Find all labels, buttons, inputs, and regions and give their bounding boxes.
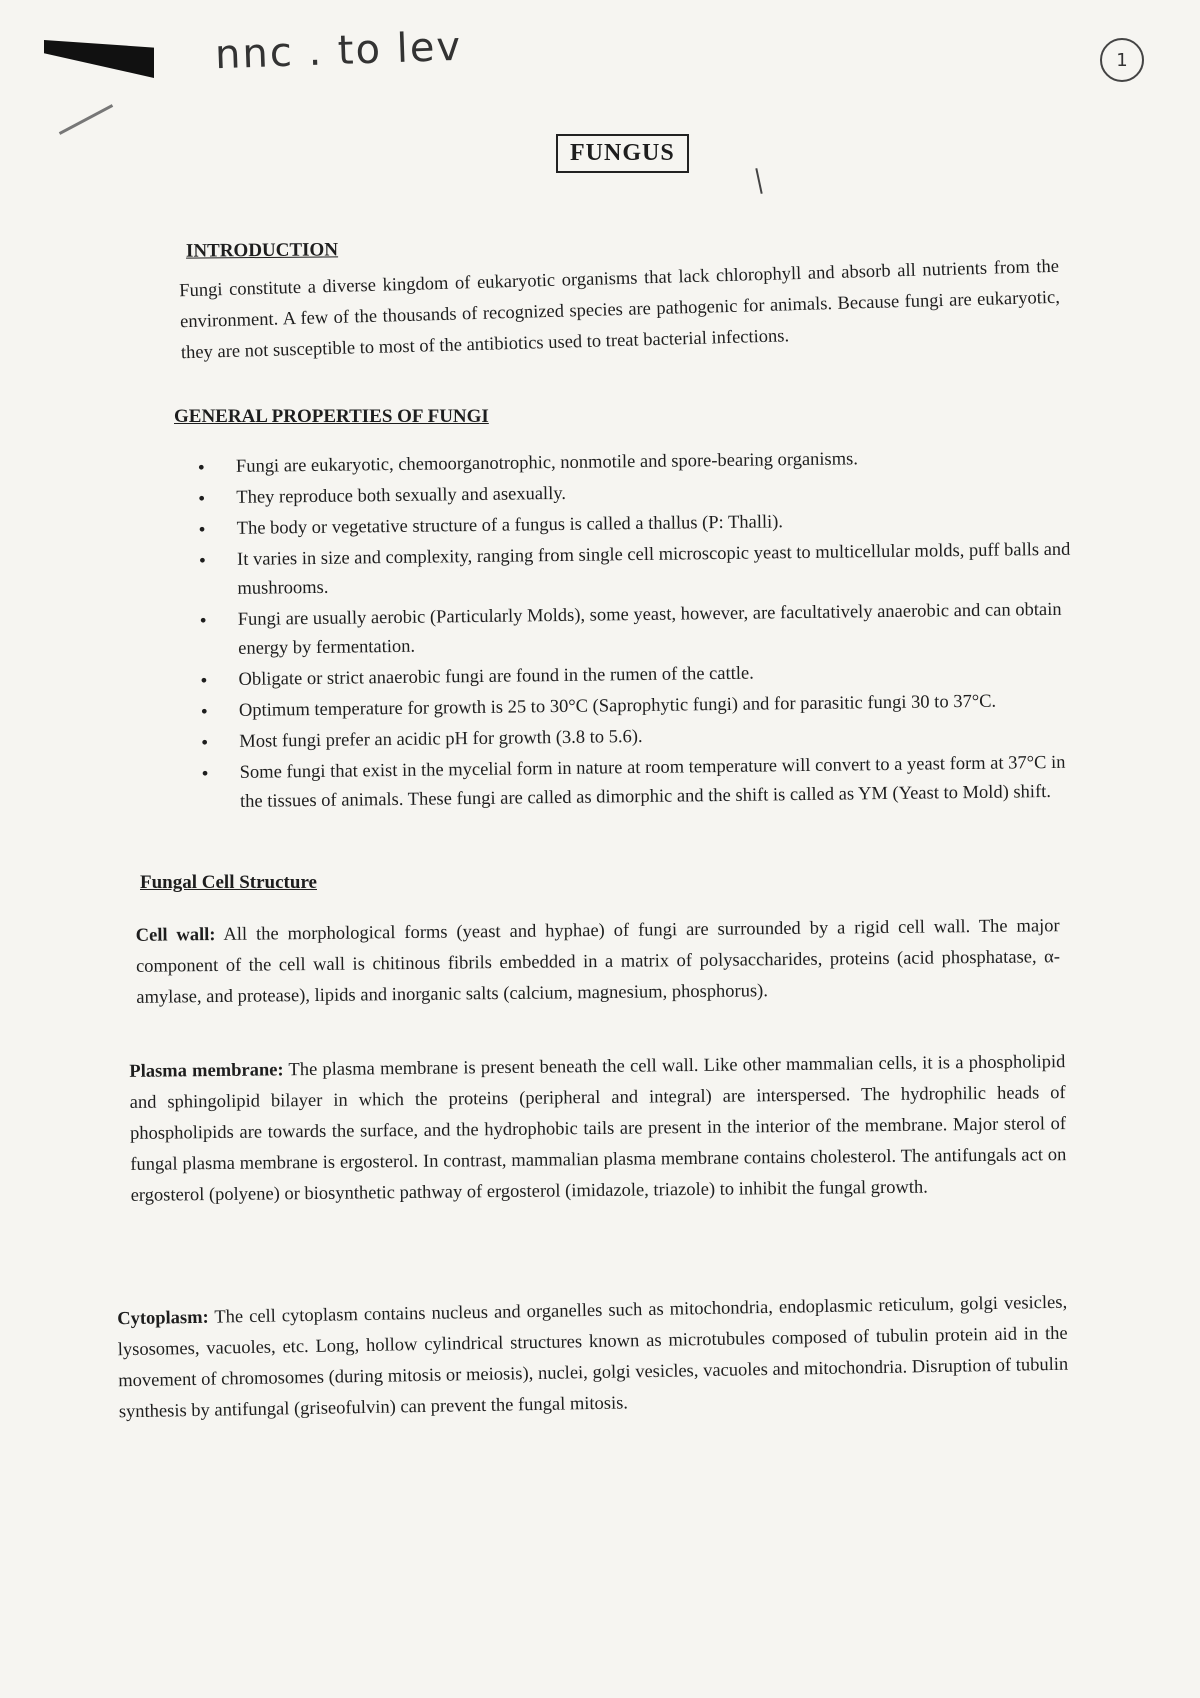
cytoplasm-paragraph [117, 1288, 1069, 1429]
plasma-membrane-paragraph [129, 1047, 1067, 1212]
list-item: ● Some fungi that exist in the mycelial form in nature at room temperature will convert to a yeast form at 37°C in the tissues of animals. These fungi are called as dimorphic and the shift is called as YM (Yeast to Mold) shift. [202, 749, 1083, 818]
list-item: ● Fungi are eukaryotic, chemoorganotrophic, nonmotile and spore-bearing organisms. [198, 443, 1078, 483]
cell-wall-paragraph [136, 911, 1061, 1014]
plasma-membrane-term: Plasma membrane: [129, 1060, 284, 1082]
page-number: 1 [1100, 38, 1144, 82]
introduction-text: Fungi constitute a diverse kingdom of eukaryotic organisms that lack chlorophyll and absorb all nutrients from the environment. A few of the thousands of recognized species are pathogenic for animals. Because fungi are eukaryotic, they are not susceptible to most of the antibiotics used to treat bacterial infections. [179, 256, 1061, 364]
cell-structure-heading: Fungal Cell Structure [140, 872, 317, 893]
pen-mark [755, 168, 762, 194]
general-properties-list [198, 443, 1082, 820]
list-item: ● They reproduce both sexually and asexually. [198, 474, 1078, 514]
document-title: FUNGUS [556, 134, 689, 173]
list-item: ● Optimum temperature for growth is 25 to 30°C (Saprophytic fungi) and for parasitic fungi 30 to 37°C. [201, 687, 1081, 727]
plasma-membrane-text: The plasma membrane is present beneath the cell wall. Like other mammalian cells, it is a phospholipid and sphingolipid bilayer in which the proteins (peripheral and integral) are interspersed. The hydrophilic heads of phospholipids are towards the surface, and the hydrophobic tails are present in the interior of the membrane. Major sterol of fungal plasma membrane is ergosterol. In contrast, mammalian plasma membrane contains cholesterol. The antifungals act on ergosterol (polyene) or biosynthetic pathway of ergosterol (imidazole, triazole) to inhibit the fungal growth. [129, 1052, 1067, 1206]
cell-wall-text: All the morphological forms (yeast and hyphae) of fungi are surrounded by a rigid cell wall. The major component of the cell wall is chitinous fibrils embedded in a matrix of polysaccharides, proteins (acid phosphatase, α-amylase, and protease), lipids and inorganic salts (calcium, magnesium, phosphorus). [135, 916, 1061, 1008]
general-properties-heading: GENERAL PROPERTIES OF FUNGI [174, 406, 489, 427]
introduction-heading: INTRODUCTION [185, 239, 339, 262]
list-item: ● Fungi are usually aerobic (Particularly Molds), some yeast, however, are facultatively anaerobic and can obtain energy by fermentation. [200, 596, 1081, 665]
cytoplasm-text: The cell cytoplasm contains nucleus and organelles such as mitochondria, endoplasmic reticulum, golgi vesicles, lysosomes, vacuoles, etc. Long, hollow cylindrical structures known as microtubules composed of tubulin protein aid in the movement of chromosomes (during mitosis or meiosis), nuclei, golgi vesicles, vacuoles and mitochondria. Disruption of tubulin synthesis by antifungal (griseofulvin) can prevent the fungal mitosis. [117, 1292, 1069, 1423]
scan-artifact-bar [44, 40, 154, 78]
list-item: ● It varies in size and complexity, ranging from single cell microscopic yeast to multicellular molds, puff balls and mushrooms. [199, 536, 1080, 605]
list-item: ● Most fungi prefer an acidic pH for growth (3.8 to 5.6). [201, 718, 1081, 758]
list-item: ● Obligate or strict anaerobic fungi are found in the rumen of the cattle. [200, 656, 1080, 696]
cytoplasm-term: Cytoplasm: [117, 1307, 209, 1330]
list-item: ● The body or vegetative structure of a fungus is called a thallus (P: Thalli). [199, 505, 1079, 545]
handwritten-note: nnc . to lev [214, 23, 463, 79]
cell-wall-term: Cell wall: [135, 925, 216, 946]
scan-artifact-scratch [59, 104, 113, 135]
